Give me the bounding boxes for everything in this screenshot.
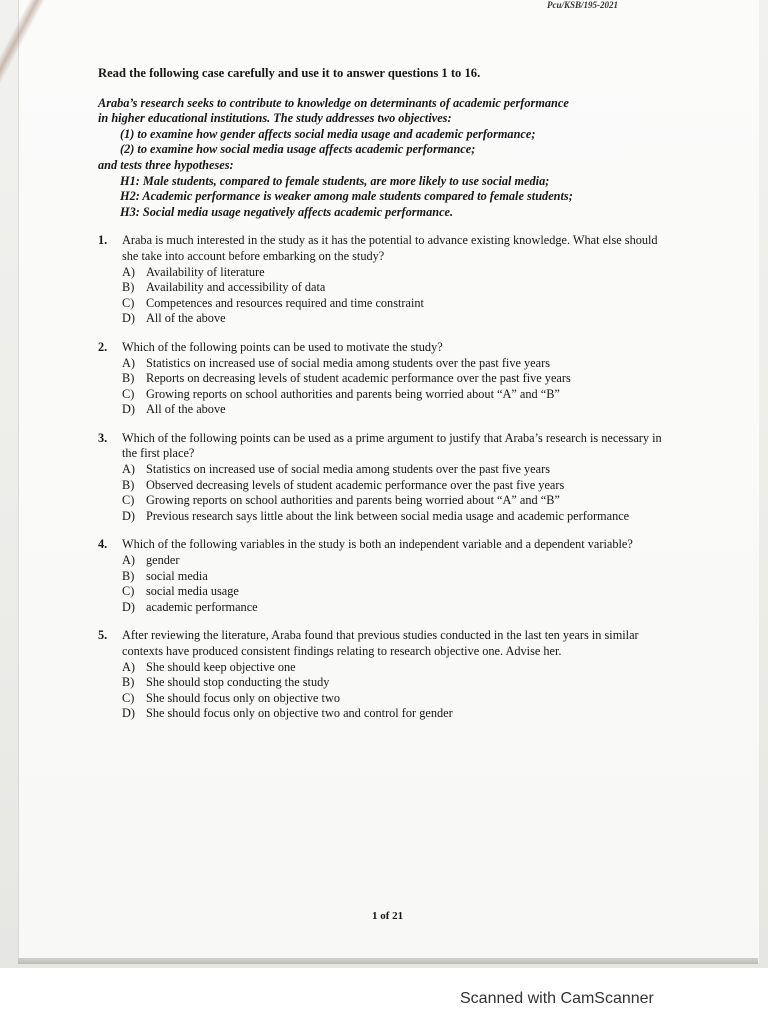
option-label: A) (122, 462, 135, 477)
question-stem: After reviewing the literature, Araba found that previous studies conducted in the last ten years in similar contexts have produced consistent findings relating to research objective one. Advise her. (122, 628, 639, 658)
option-label: B) (122, 371, 135, 386)
answer-option (122, 509, 672, 525)
answer-option (122, 493, 672, 509)
option-text: She should stop conducting the study (146, 675, 330, 690)
answer-option (122, 265, 672, 281)
answer-option (122, 402, 672, 418)
option-label: C) (122, 584, 135, 599)
option-label: C) (122, 386, 135, 401)
option-label: C) (122, 493, 135, 508)
page-number: 1 of 21 (372, 910, 404, 922)
question-2 (98, 340, 672, 418)
answer-option (122, 691, 672, 707)
question-stem: Which of the following points can be used as a prime argument to justify that Araba’s research is necessary in the first place? (122, 430, 662, 461)
option-text: Growing reports on school authorities and parents being worried about “A” and “B” (146, 386, 560, 401)
answer-option (122, 600, 672, 616)
option-text: Observed decreasing levels of student academic performance over the past five years (146, 477, 565, 492)
case-heading: Read the following case carefully and use it to answer questions 1 to 16. (98, 66, 481, 80)
question-stem: Which of the following variables in the study is both an independent variable and a dependent variable? (122, 537, 633, 552)
case-intro-line: (1) to examine how gender affects social media usage and academic performance; (120, 126, 536, 141)
answer-option (122, 387, 672, 403)
answer-option (122, 311, 672, 327)
answer-option (122, 569, 672, 585)
question-4 (98, 537, 672, 615)
answer-option (122, 553, 672, 569)
question-number: 1. (98, 233, 108, 248)
question-3 (98, 431, 672, 525)
question-number: 4. (98, 537, 108, 552)
answer-option (122, 371, 672, 387)
option-label: B) (122, 477, 135, 492)
case-intro-line: H1: Male students, compared to female students, are more likely to use social media; (120, 173, 550, 188)
option-text: Statistics on increased use of social media among students over the past five years (146, 355, 550, 370)
question-number: 2. (98, 339, 108, 354)
case-intro-line: (2) to examine how social media usage affects academic performance; (120, 142, 476, 157)
option-text: Availability of literature (146, 264, 265, 279)
option-label: D) (122, 599, 135, 614)
case-intro-line: Araba’s research seeks to contribute to knowledge on determinants of academic performance (98, 95, 569, 110)
question-stem: Which of the following points can be used to motivate the study? (122, 339, 443, 354)
case-intro-line: in higher educational institutions. The study addresses two objectives: (98, 111, 452, 126)
answer-option (122, 660, 672, 676)
option-text: social media usage (146, 584, 239, 599)
case-intro (98, 96, 672, 221)
answer-option (122, 296, 672, 312)
option-text: Growing reports on school authorities and parents being worried about “A” and “B” (146, 493, 560, 508)
option-label: D) (122, 311, 135, 326)
exam-content (98, 66, 672, 722)
option-label: A) (122, 264, 135, 279)
option-label: B) (122, 568, 135, 583)
option-text: social media (146, 568, 208, 583)
option-label: D) (122, 508, 135, 523)
option-text: gender (146, 553, 180, 568)
answer-option (122, 462, 672, 478)
answer-option (122, 280, 672, 296)
case-intro-line: and tests three hypotheses: (98, 157, 234, 172)
option-label: C) (122, 690, 135, 705)
answer-option (122, 706, 672, 722)
question-1 (98, 233, 672, 327)
paper-bottom-edge (18, 958, 758, 964)
question-stem: Araba is much interested in the study as it has the potential to advance existing knowledge. What else should she take into account before embarking on the study? (122, 233, 658, 263)
option-label: C) (122, 295, 135, 310)
option-text: She should keep objective one (146, 659, 296, 674)
option-text: Reports on decreasing levels of student academic performance over the past five years (146, 371, 571, 386)
option-text: Statistics on increased use of social media among students over the past five years (146, 462, 550, 477)
option-label: A) (122, 659, 135, 674)
case-intro-line: H2: Academic performance is weaker among male students compared to female students; (120, 189, 573, 204)
question-number: 3. (98, 430, 108, 445)
question-number: 5. (98, 628, 108, 643)
option-text: Previous research says little about the link between social media usage and academic performance (146, 508, 630, 523)
option-text: All of the above (146, 311, 226, 326)
camscanner-watermark: Scanned with CamScanner (460, 990, 654, 1007)
option-label: B) (122, 675, 135, 690)
question-list (98, 233, 672, 722)
option-text: She should focus only on objective two (146, 690, 340, 705)
question-5 (98, 628, 672, 722)
option-label: B) (122, 280, 135, 295)
option-text: All of the above (146, 402, 226, 417)
answer-option (122, 584, 672, 600)
case-intro-line: H3: Social media usage negatively affects academic performance. (120, 204, 454, 219)
answer-option (122, 478, 672, 494)
option-text: Competences and resources required and time constraint (146, 295, 424, 310)
document-reference: Pcu/KSB/195-2021 (546, 0, 618, 10)
option-label: D) (122, 402, 135, 417)
option-label: A) (122, 355, 135, 370)
option-text: academic performance (146, 599, 258, 614)
option-label: A) (122, 553, 135, 568)
answer-option (122, 675, 672, 691)
option-text: Availability and accessibility of data (146, 280, 326, 295)
option-label: D) (122, 706, 135, 721)
option-text: She should focus only on objective two and control for gender (146, 706, 453, 721)
answer-option (122, 356, 672, 372)
